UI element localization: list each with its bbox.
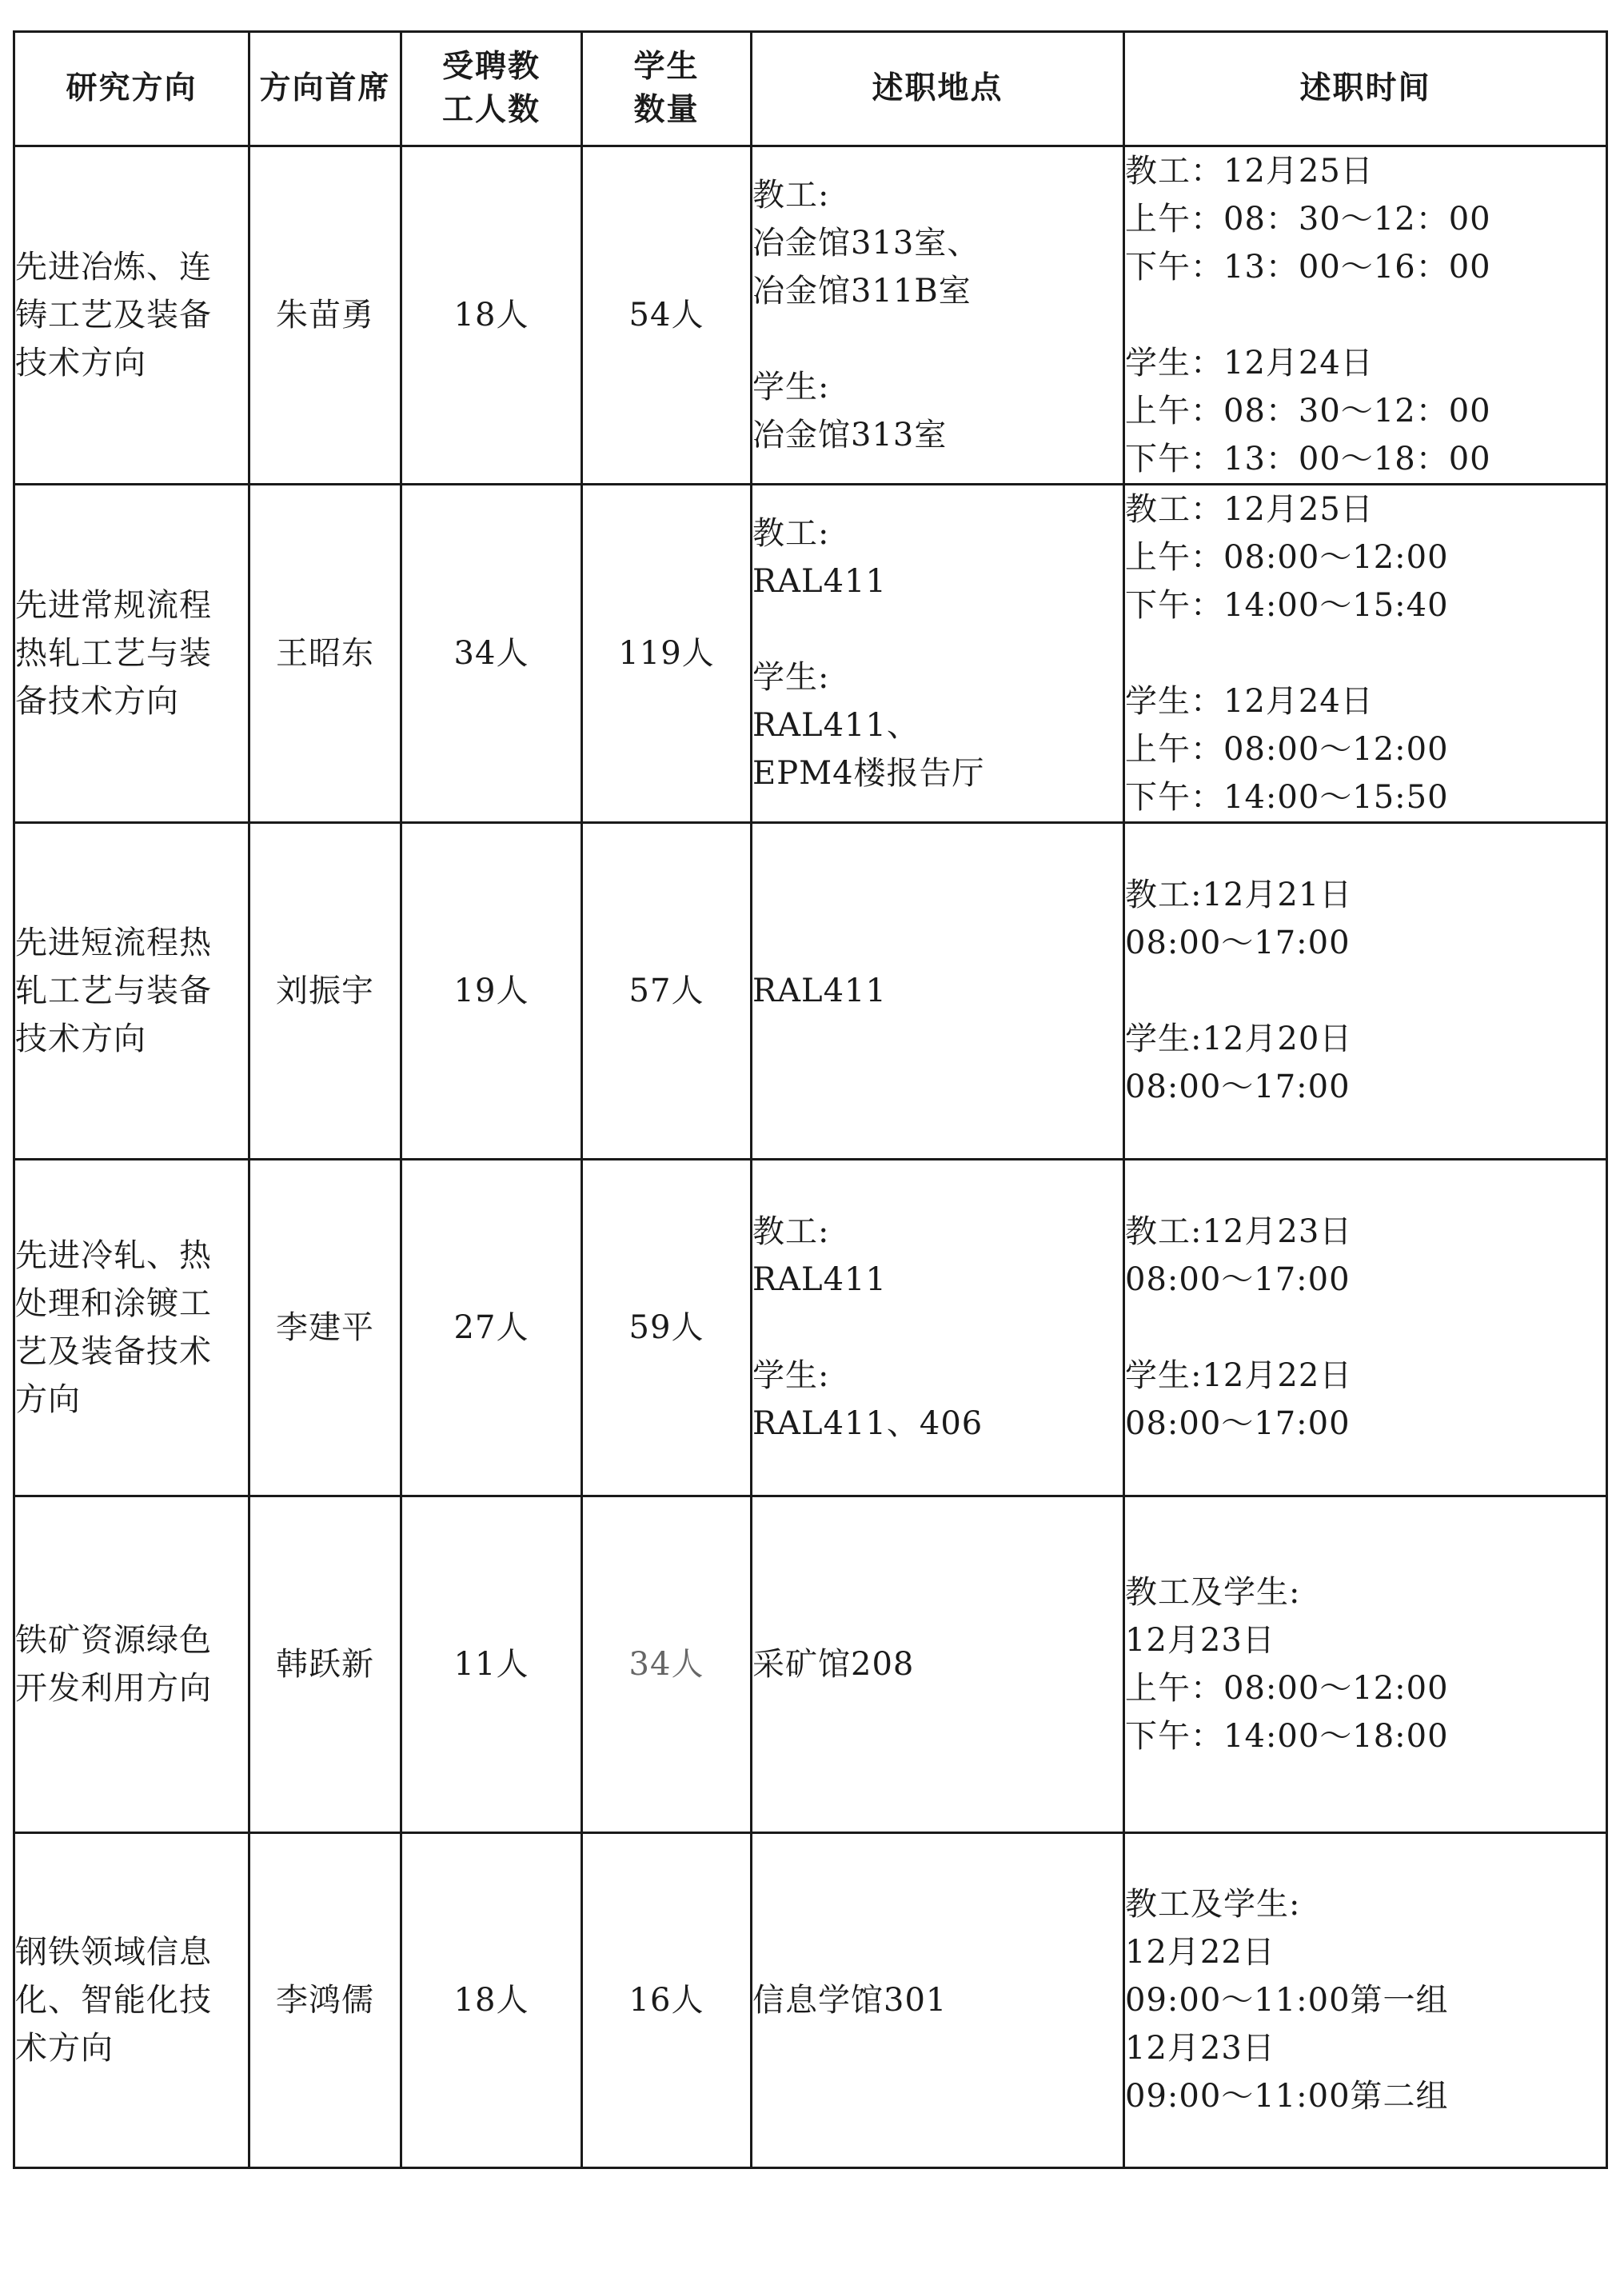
line-gap xyxy=(1125,967,1606,1015)
cell-direction-line: 轧工艺与装备 xyxy=(15,973,212,1009)
cell-staff-count: 19人 xyxy=(401,823,582,1160)
header-staff-count xyxy=(401,32,582,146)
cell-time-line: 教工及学生: xyxy=(1125,1574,1301,1611)
cell-time xyxy=(1124,1160,1607,1496)
header-direction: 研究方向 xyxy=(14,32,249,146)
cell-time-line: 12月23日 xyxy=(1125,1622,1275,1659)
header-row xyxy=(14,32,1607,146)
table-row xyxy=(14,1496,1607,1833)
cell-time-line: 学生:12月20日 xyxy=(1125,1021,1353,1057)
table-row xyxy=(14,485,1607,823)
cell-time-line: 08:00～17:00 xyxy=(1125,1069,1351,1105)
cell-staff-count: 18人 xyxy=(401,146,582,485)
cell-location-line: EPM4楼报告厅 xyxy=(752,755,985,792)
cell-direction xyxy=(14,823,249,1160)
cell-direction-line: 技术方向 xyxy=(15,345,146,382)
cell-time-line: 学生：12月24日 xyxy=(1125,345,1374,382)
line-gap xyxy=(1125,291,1606,339)
cell-direction-line: 备技术方向 xyxy=(15,683,179,720)
cell-direction-line: 艺及装备技术 xyxy=(15,1333,212,1370)
cell-time-line: 上午：08:00～12:00 xyxy=(1125,539,1449,576)
cell-time-line: 08:00～17:00 xyxy=(1125,1261,1351,1298)
cell-direction xyxy=(14,1833,249,2168)
cell-direction xyxy=(14,1160,249,1496)
cell-location xyxy=(752,146,1124,485)
cell-chief: 朱苗勇 xyxy=(249,146,401,485)
cell-time-line: 12月23日 xyxy=(1125,2030,1275,2067)
cell-staff-count: 34人 xyxy=(401,485,582,823)
cell-time-line: 08:00～17:00 xyxy=(1125,925,1351,961)
table-row xyxy=(14,823,1607,1160)
cell-time-line: 教工：12月25日 xyxy=(1125,153,1374,190)
cell-location-line: 采矿馆208 xyxy=(752,1646,915,1683)
cell-location-line: 冶金馆311B室 xyxy=(752,273,972,310)
cell-time xyxy=(1124,485,1607,823)
cell-time xyxy=(1124,1833,1607,2168)
line-gap xyxy=(752,1304,1123,1352)
cell-location-line: 冶金馆313室、 xyxy=(752,225,980,262)
cell-direction-line: 处理和涂镀工 xyxy=(15,1285,212,1322)
cell-location-line: RAL411、406 xyxy=(752,1405,984,1442)
cell-time-line: 下午：13：00～18：00 xyxy=(1125,441,1491,477)
cell-location-line: 教工: xyxy=(752,1213,830,1250)
cell-direction-line: 先进常规流程 xyxy=(15,587,212,624)
cell-time-line: 上午：08:00～12:00 xyxy=(1125,1670,1449,1707)
cell-location xyxy=(752,1160,1124,1496)
cell-location xyxy=(752,485,1124,823)
cell-time-line: 12月22日 xyxy=(1125,1934,1275,1971)
cell-chief: 刘振宇 xyxy=(249,823,401,1160)
cell-time-line: 下午：14:00～15:40 xyxy=(1125,587,1449,624)
cell-student-count: 16人 xyxy=(582,1833,752,2168)
header-time: 述职时间 xyxy=(1124,32,1607,146)
cell-chief: 李鸿儒 xyxy=(249,1833,401,2168)
cell-direction-line: 铸工艺及装备 xyxy=(15,297,212,334)
cell-time-line: 教工：12月25日 xyxy=(1125,491,1374,528)
header-student-count-line: 学生 xyxy=(633,49,700,85)
cell-student-count: 59人 xyxy=(582,1160,752,1496)
cell-time-line: 09:00～11:00第二组 xyxy=(1125,2078,1449,2115)
cell-staff-count: 27人 xyxy=(401,1160,582,1496)
cell-time xyxy=(1124,823,1607,1160)
cell-student-count: 57人 xyxy=(582,823,752,1160)
cell-direction-line: 方向 xyxy=(15,1381,81,1418)
cell-chief: 韩跃新 xyxy=(249,1496,401,1833)
cell-location-line: RAL411 xyxy=(752,973,887,1009)
cell-time-line: 教工:12月21日 xyxy=(1125,877,1353,913)
cell-direction-line: 先进短流程热 xyxy=(15,925,212,961)
cell-direction xyxy=(14,1496,249,1833)
cell-location xyxy=(752,1496,1124,1833)
cell-staff-count: 18人 xyxy=(401,1833,582,2168)
cell-direction xyxy=(14,485,249,823)
cell-time-line: 上午：08：30～12：00 xyxy=(1125,201,1491,238)
cell-location-line: 学生: xyxy=(752,659,830,696)
cell-time-line: 下午：14:00～15:50 xyxy=(1125,779,1449,816)
cell-chief: 王昭东 xyxy=(249,485,401,823)
cell-direction-line: 先进冶炼、连 xyxy=(15,249,212,286)
cell-time-line: 上午：08：30～12：00 xyxy=(1125,393,1491,429)
cell-location xyxy=(752,823,1124,1160)
cell-direction-line: 化、智能化技 xyxy=(15,1982,212,2019)
table-body xyxy=(14,146,1607,2168)
header-student-count xyxy=(582,32,752,146)
cell-location xyxy=(752,1833,1124,2168)
cell-location-line: 学生: xyxy=(752,1357,830,1394)
cell-direction-line: 先进冷轧、热 xyxy=(15,1237,212,1274)
cell-location-line: RAL411 xyxy=(752,563,887,600)
cell-time-line: 学生:12月22日 xyxy=(1125,1357,1353,1394)
cell-time-line: 学生：12月24日 xyxy=(1125,683,1374,720)
table-row xyxy=(14,1833,1607,2168)
header-location: 述职地点 xyxy=(752,32,1124,146)
header-student-count-line: 数量 xyxy=(633,92,700,128)
cell-time xyxy=(1124,146,1607,485)
cell-location-line: RAL411 xyxy=(752,1261,887,1298)
line-gap xyxy=(1125,1304,1606,1352)
cell-direction-line: 铁矿资源绿色 xyxy=(15,1622,212,1659)
schedule-table xyxy=(13,30,1608,2169)
cell-student-count: 34人 xyxy=(582,1496,752,1833)
cell-direction-line: 技术方向 xyxy=(15,1021,146,1057)
cell-location-line: 信息学馆301 xyxy=(752,1982,948,2019)
cell-time-line: 下午：13：00～16：00 xyxy=(1125,249,1491,286)
header-chief: 方向首席 xyxy=(249,32,401,146)
cell-location-line: 学生: xyxy=(752,369,830,405)
cell-location-line: 教工: xyxy=(752,177,830,214)
line-gap xyxy=(752,315,1123,363)
cell-student-count: 119人 xyxy=(582,485,752,823)
cell-direction-line: 钢铁领域信息 xyxy=(15,1934,212,1971)
header-staff-count-line: 受聘教 xyxy=(441,49,541,85)
line-gap xyxy=(752,605,1123,653)
table-row xyxy=(14,146,1607,485)
cell-time-line: 上午：08:00～12:00 xyxy=(1125,731,1449,768)
header-staff-count-line: 工人数 xyxy=(441,92,541,128)
table-row xyxy=(14,1160,1607,1496)
cell-direction-line: 开发利用方向 xyxy=(15,1670,212,1707)
cell-time-line: 教工及学生: xyxy=(1125,1886,1301,1923)
cell-student-count: 54人 xyxy=(582,146,752,485)
cell-direction xyxy=(14,146,249,485)
cell-time xyxy=(1124,1496,1607,1833)
cell-direction-line: 术方向 xyxy=(15,2030,114,2067)
line-gap xyxy=(1125,629,1606,677)
cell-chief: 李建平 xyxy=(249,1160,401,1496)
cell-time-line: 教工:12月23日 xyxy=(1125,1213,1353,1250)
cell-location-line: 冶金馆313室 xyxy=(752,417,948,453)
cell-staff-count: 11人 xyxy=(401,1496,582,1833)
cell-location-line: RAL411、 xyxy=(752,707,920,744)
cell-time-line: 08:00～17:00 xyxy=(1125,1405,1351,1442)
cell-location-line: 教工: xyxy=(752,515,830,552)
cell-time-line: 下午：14:00～18:00 xyxy=(1125,1718,1449,1755)
cell-direction-line: 热轧工艺与装 xyxy=(15,635,212,672)
cell-time-line: 09:00～11:00第一组 xyxy=(1125,1982,1449,2019)
